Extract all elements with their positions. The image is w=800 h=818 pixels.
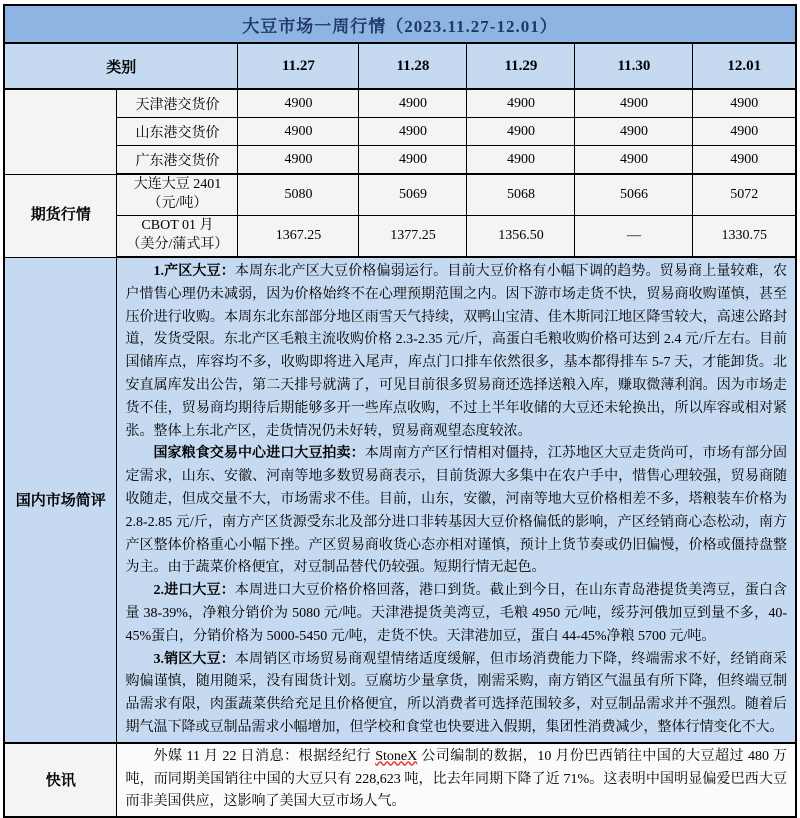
row-label: 天津港交货价 <box>117 89 238 118</box>
table-row <box>4 174 796 216</box>
news-paragraph <box>125 746 787 814</box>
news-pre-text: 外媒 11 月 22 日消息：根据经纪行 <box>153 748 376 764</box>
price-cell: 5069 <box>359 174 467 216</box>
commentary-section-label: 国内市场简评 <box>4 257 117 743</box>
paragraph-body: 本周东北产区大豆价格偏弱运行。目前大豆价格有小幅下调的趋势。贸易商上量较难，农户惜售心理仍未减弱，因为价格始终不在心理预期范围之内。因下游市场走货不快，贸易商收购谨慎，甚至压价进行收购。本周东北东部部分地区雨雪天气持续，双鸭山宝清、佳木斯同江地区降雪较大，高速公路封道，发货受限。东北产区毛粮主流收购价格 2.3-2.35 元/斤，高蛋白毛粮收购价格可达到 2.4 元/斤左右。目前国储库点，库容均不多，收购即将进入尾声，库点门口排车依然很多，基本都得排车 5-7 天，才能卸货。北安直属库发出公告，第二天排号就满了，可见目前很多贸易商还选择送粮入库，赚取微薄利润。因为市场走货不佳，贸易商均期待后期能够多开一些库点收购，不过上半年收储的大豆还未轮换出，所以库容或相对紧张。整体上东北产区，走货情况仍未好转，贸易商观望态度较浓。 <box>125 264 788 439</box>
row-label: 山东港交货价 <box>117 118 238 146</box>
table-row <box>4 89 796 118</box>
column-header-date: 11.30 <box>575 43 693 89</box>
paragraph-lead: 2.进口大豆： <box>153 583 235 599</box>
price-cell: 4900 <box>238 89 359 118</box>
price-cell: 4900 <box>467 89 575 118</box>
price-cell: 4900 <box>693 146 796 175</box>
stonex-misspelled-word: StoneX <box>375 748 418 764</box>
news-text <box>117 743 796 817</box>
price-cell: 4900 <box>238 118 359 146</box>
row-label: 广东港交货价 <box>117 146 238 175</box>
column-header-date: 11.29 <box>467 43 575 89</box>
column-header-date: 12.01 <box>693 43 796 89</box>
table-row <box>4 216 796 258</box>
paragraph-body: 本周销区市场贸易商观望情绪适度缓解，但市场消费能力下降，终端需求不好，经销商采购偏谨慎，随用随采，没有囤货计划。豆腐坊少量拿货，刚需采购，南方销区气温虽有所下降，但终端豆制品需求有限，肉蛋蔬菜供给充足且价格便宜，所以消费者可选择范围较多，对豆制品需求并不强烈。随着后期气温下降或豆制品需求小幅增加，但学校和食堂也快要进入假期，集团性消费减少，整体行情变化不大。 <box>125 651 788 735</box>
paragraph-lead: 1.产区大豆： <box>153 264 235 279</box>
news-post-text: 公司编制的数据，10 月份巴西销往中国的大豆超过 480 万吨，而同期美国销往中国的大豆只有 228,623 吨，比去年同期下降了近 71%。这表明中国明显偏爱巴西大豆而非美国供应，这影响了美国大豆市场人气。 <box>125 748 788 810</box>
price-cell: 4900 <box>359 146 467 175</box>
price-cell: — <box>575 216 693 258</box>
futures-contract-name: CBOT 01 月 <box>141 218 214 234</box>
price-cell: 4900 <box>575 118 693 146</box>
price-cell: 4900 <box>693 118 796 146</box>
price-cell: 4900 <box>238 146 359 175</box>
commentary-paragraph <box>125 649 787 740</box>
row-label <box>117 174 238 216</box>
commentary-text <box>117 257 796 743</box>
news-section-label: 快讯 <box>4 743 117 817</box>
commentary-paragraph <box>125 580 787 648</box>
price-cell: 1377.25 <box>359 216 467 258</box>
price-cell: 4900 <box>467 146 575 175</box>
paragraph-lead: 3.销区大豆： <box>153 651 235 667</box>
soybean-weekly-table <box>3 4 797 818</box>
price-cell: 1330.75 <box>693 216 796 258</box>
column-header-date: 11.27 <box>238 43 359 89</box>
price-cell: 4900 <box>575 89 693 118</box>
commentary-paragraph <box>125 261 787 443</box>
table-row <box>4 257 796 743</box>
price-cell: 5068 <box>467 174 575 216</box>
paragraph-body: 本周南方产区行情相对僵持，江苏地区大豆走货尚可，市场有部分固定需求，山东、安徽、河南等地多数贸易商表示，目前货源大多集中在农户手中，惜售心理较强，贸易商随收随走，但成交量不大，市场需求不佳。目前，山东，安徽，河南等地大豆价格相差不多，塔粮装车价格为 2.8-2.85 元/斤，南方产区货源受东北及部分进口非转基因大豆价格偏低的影响，产区经销商心态松动，南方产区整体价格重心小幅下挫。产区贸易商收货心态亦相对谨慎，预计上货节奏或仍旧偏慢，价格或僵持盘整为主。由于蔬菜价格便宜，对豆制品替代仍较强。短期行情无起色。 <box>125 446 788 576</box>
table-row <box>4 118 796 146</box>
futures-contract-name: 大连大豆 2401 <box>133 177 222 193</box>
table-row <box>4 743 796 817</box>
price-cell: 1367.25 <box>238 216 359 258</box>
price-cell: 5080 <box>238 174 359 216</box>
price-cell: 4900 <box>575 146 693 175</box>
spot-group-cell <box>4 89 117 174</box>
price-cell: 4900 <box>359 89 467 118</box>
futures-contract-unit: （美分/蒲式耳） <box>126 237 229 252</box>
commentary-paragraph <box>125 443 787 580</box>
price-cell: 4900 <box>693 89 796 118</box>
column-header-date: 11.28 <box>359 43 467 89</box>
paragraph-lead: 国家粮食交易中心进口大豆拍卖： <box>153 446 365 462</box>
table-row <box>4 146 796 175</box>
price-cell: 5066 <box>575 174 693 216</box>
price-cell: 4900 <box>359 118 467 146</box>
paragraph-body: 本周进口大豆价格价格回落，港口到货。截止到今日，在山东青岛港提货美湾豆，蛋白含量 38-39%，净粮分销价为 5080 元/吨。天津港提货美湾豆，毛粮 4950 元/吨，绥芬河俄加豆到量不多，40-45%蛋白，分销价格为 5000-5450 元/吨，走货不快。天津港加豆，蛋白 44-45%净粮 5700 元/吨。 <box>125 583 788 644</box>
page-title: 大豆市场一周行情（2023.11.27-12.01） <box>4 5 796 43</box>
futures-group-label: 期货行情 <box>4 174 117 257</box>
row-label <box>117 216 238 258</box>
column-header-category: 类别 <box>4 43 238 89</box>
futures-contract-unit: （元/吨） <box>147 196 208 211</box>
price-cell: 1356.50 <box>467 216 575 258</box>
price-cell: 4900 <box>467 118 575 146</box>
price-cell: 5072 <box>693 174 796 216</box>
